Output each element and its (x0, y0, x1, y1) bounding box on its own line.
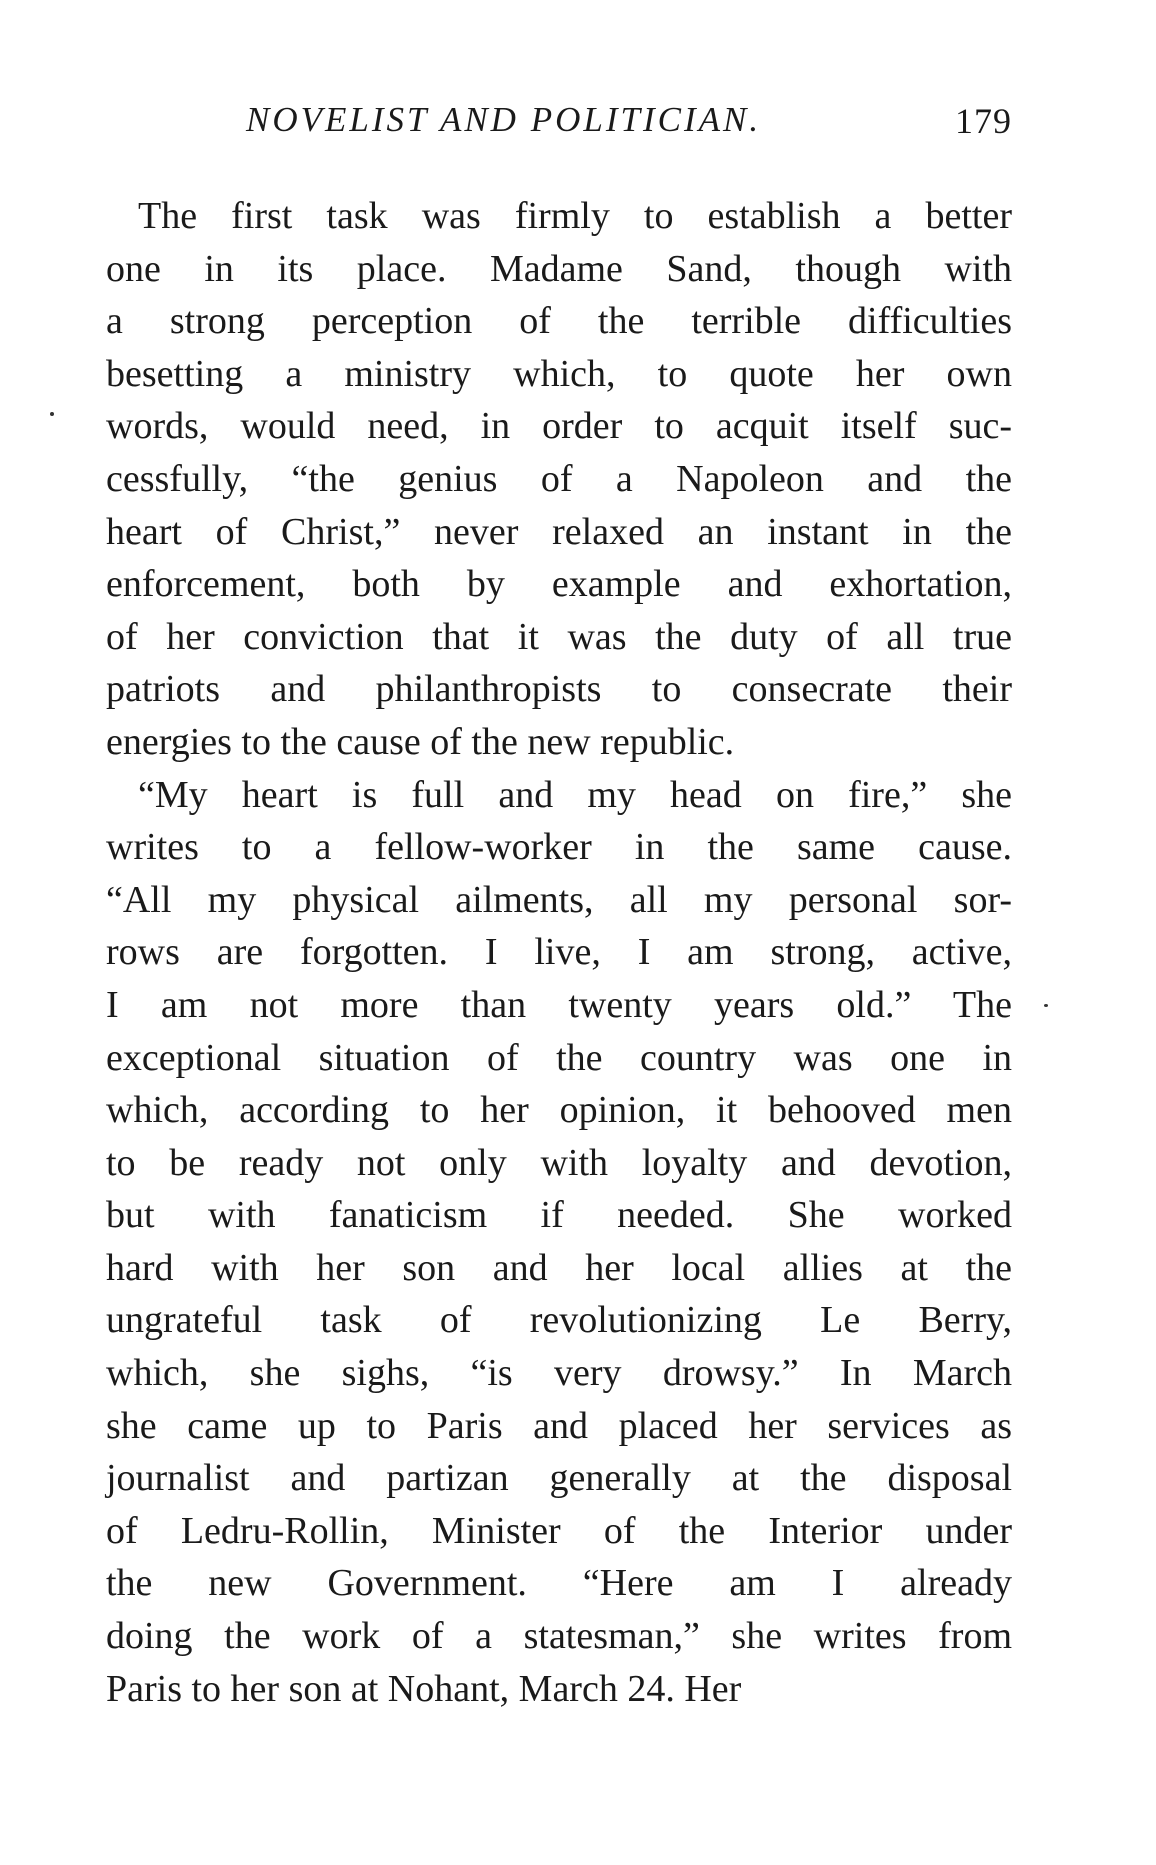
text-line: which, according to her opinion, it behooved men (106, 1089, 1012, 1132)
text-line: ungrateful task of revolutionizing Le Berry, (106, 1299, 1012, 1342)
text-line: “My heart is full and my head on fire,” she (138, 773, 1012, 816)
text-line: to be ready not only with loyalty and devotion, (106, 1141, 1012, 1184)
scan-speck (50, 412, 54, 416)
page-number: 179 (955, 101, 1012, 141)
text-line: but with fanaticism if needed. She worked (106, 1194, 1012, 1237)
text-line: patriots and philanthropists to consecrate their (106, 668, 1012, 711)
text-line: which, she sighs, “is very drowsy.” In March (106, 1352, 1012, 1395)
text-line: rows are forgotten. I live, I am strong, active, (106, 931, 1012, 974)
text-line: enforcement, both by example and exhortation, (106, 563, 1012, 606)
paragraph-2 (106, 769, 1012, 1716)
text-line: hard with her son and her local allies at the (106, 1246, 1012, 1289)
text-line: I am not more than twenty years old.” The (106, 983, 1012, 1026)
text-line: heart of Christ,” never relaxed an instant in the (106, 510, 1012, 553)
text-line: she came up to Paris and placed her services as (106, 1404, 1012, 1447)
running-head (106, 92, 1012, 148)
text-line: the new Government. “Here am I already (106, 1562, 1012, 1605)
text-line: one in its place. Madame Sand, though with (106, 247, 1012, 290)
text-line: cessfully, “the genius of a Napoleon and the (106, 457, 1012, 500)
text-line: journalist and partizan generally at the disposal (106, 1457, 1012, 1500)
text-line: besetting a ministry which, to quote her own (106, 352, 1012, 395)
text-line: doing the work of a statesman,” she writes from (106, 1615, 1012, 1658)
scan-speck (1044, 1004, 1048, 1007)
text-line: exceptional situation of the country was one in (106, 1036, 1012, 1079)
text-line: “All my physical ailments, all my personal sor- (106, 878, 1012, 921)
text-line: a strong perception of the terrible difficulties (106, 300, 1012, 343)
running-head-title: NOVELIST AND POLITICIAN. (246, 100, 762, 139)
text-line: energies to the cause of the new republic. (106, 720, 735, 763)
text-line: The first task was firmly to establish a better (138, 195, 1012, 237)
text-line: writes to a fellow-worker in the same cause. (106, 826, 1012, 869)
text-line: Paris to her son at Nohant, March 24. Her (106, 1667, 742, 1710)
text-line: of her conviction that it was the duty of all true (106, 615, 1012, 658)
body-text (106, 190, 1012, 1715)
paragraph-1 (106, 190, 1012, 769)
text-line: of Ledru-Rollin, Minister of the Interior under (106, 1509, 1012, 1552)
text-line: words, would need, in order to acquit itself suc- (106, 405, 1012, 448)
